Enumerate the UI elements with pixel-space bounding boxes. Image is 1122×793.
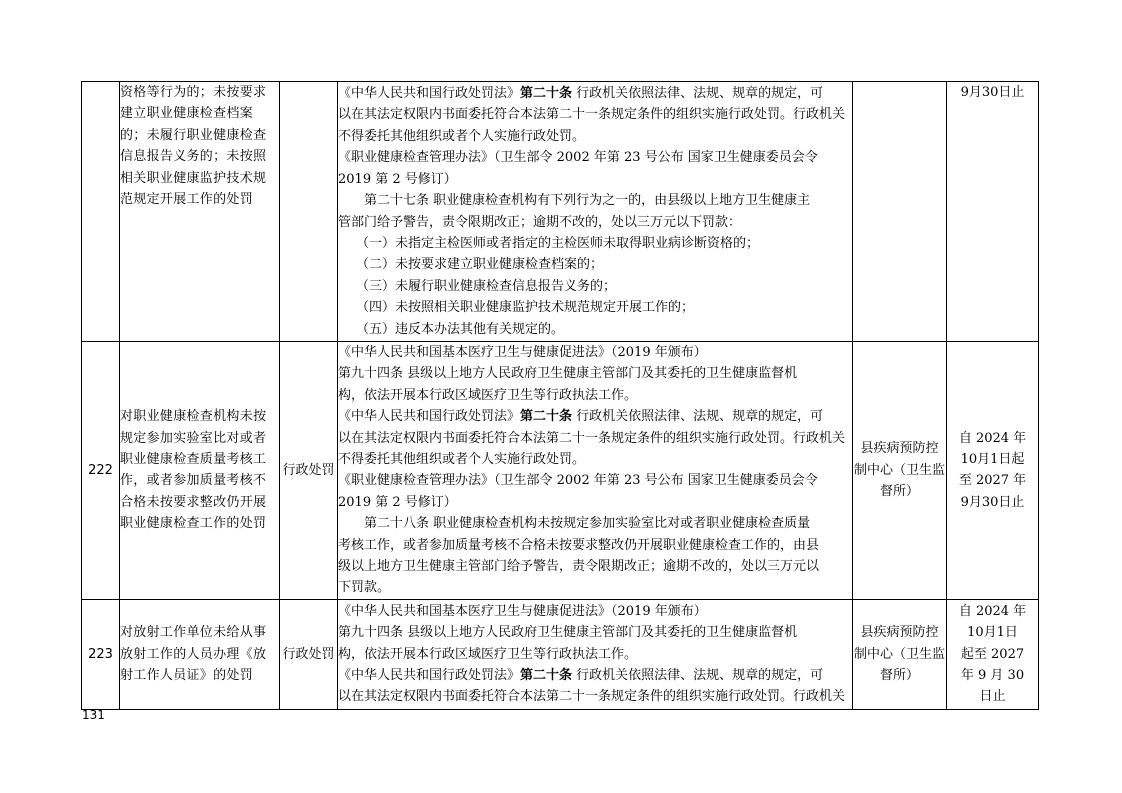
table-row xyxy=(82,82,1039,342)
legal-basis: 《中华人民共和国基本医疗卫生与健康促进法》（2019 年颁布） 第九十四条 县级以上地方人民政府卫生健康主管部门及其委托的卫生健康监督机 构，依法开展本行政区域医疗卫生等行政执法工作。 《中华人民共和国行政处罚法》第二十条 行政机关依照法律、法规、规章的规定，可 以在其法定权限内书面委托符合本法第二十一条规定条件的组织实施行政处罚。行政机关 xyxy=(338,599,853,709)
item-name: 对职业健康检查机构未按 规定参加实验室比对或者 职业健康检查质量考核工 作，或者参加质量考核不 合格未按要求整改仍开展 职业健康检查工作的处罚 xyxy=(120,342,280,600)
table-row xyxy=(82,599,1039,709)
legal-basis: 《中华人民共和国行政处罚法》第二十条 行政机关依照法律、法规、规章的规定，可 以在其法定权限内书面委托符合本法第二十一条规定条件的组织实施行政处罚。行政机关 不得委托其他组织或者个人实施行政处罚。 《职业健康检查管理办法》（卫生部令 2002 年第 23 号公布 国家卫生健康委员会令 2019 第 2 号修订） 第二十七条 职业健康检查机构有下列行为之一的，由县级以上地方卫生健康主 管部门给予警告，责令限期改正；逾期不改的，处以三万元以下罚款： （一）未指定主检医师或者指定的主检医师未取得职业病诊断资格的； （二）未按要求建立职业健康检查档案的； （三）未履行职业健康检查信息报告义务的； （四）未按照相关职业健康监护技术规范规定开展工作的； （五）违反本办法其他有关规定的。 xyxy=(338,82,853,342)
enforcement-org xyxy=(853,82,947,342)
enforcement-org: 县疾病预防控 制中心（卫生监 督所） xyxy=(853,342,947,600)
item-kind: 行政处罚 xyxy=(280,599,338,709)
table-row xyxy=(82,342,1039,600)
page-number: 131 xyxy=(82,708,105,722)
item-number xyxy=(82,82,120,342)
item-kind: 行政处罚 xyxy=(280,342,338,600)
enforcement-items-table xyxy=(81,81,1039,710)
item-kind xyxy=(280,82,338,342)
validity-period: 自 2024 年 10月1日 起至 2027 年 9 月 30 日止 xyxy=(947,599,1039,709)
validity-period: 自 2024 年 10月1日起 至 2027 年 9月30日止 xyxy=(947,342,1039,600)
legal-basis: 《中华人民共和国基本医疗卫生与健康促进法》（2019 年颁布） 第九十四条 县级以上地方人民政府卫生健康主管部门及其委托的卫生健康监督机 构，依法开展本行政区域医疗卫生等行政执法工作。 《中华人民共和国行政处罚法》第二十条 行政机关依照法律、法规、规章的规定，可 以在其法定权限内书面委托符合本法第二十一条规定条件的组织实施行政处罚。行政机关 不得委托其他组织或者个人实施行政处罚。 《职业健康检查管理办法》（卫生部令 2002 年第 23 号公布 国家卫生健康委员会令 2019 第 2 号修订） 第二十八条 职业健康检查机构未按规定参加实验室比对或者职业健康检查质量 考核工作，或者参加质量考核不合格未按要求整改仍开展职业健康检查工作的，由县 级以上地方卫生健康主管部门给予警告，责令限期改正；逾期不改的，处以三万元以 下罚款。 xyxy=(338,342,853,600)
item-name: 资格等行为的；未按要求 建立职业健康检查档案 的；未履行职业健康检查 信息报告义务的；未按照 相关职业健康监护技术规 范规定开展工作的处罚 xyxy=(120,82,280,342)
item-number: 222 xyxy=(82,342,120,600)
item-name: 对放射工作单位未给从事 放射工作的人员办理《放 射工作人员证》的处罚 xyxy=(120,599,280,709)
item-number: 223 xyxy=(82,599,120,709)
validity-period: 9月30日止 xyxy=(947,82,1039,342)
enforcement-org: 县疾病预防控 制中心（卫生监 督所） xyxy=(853,599,947,709)
